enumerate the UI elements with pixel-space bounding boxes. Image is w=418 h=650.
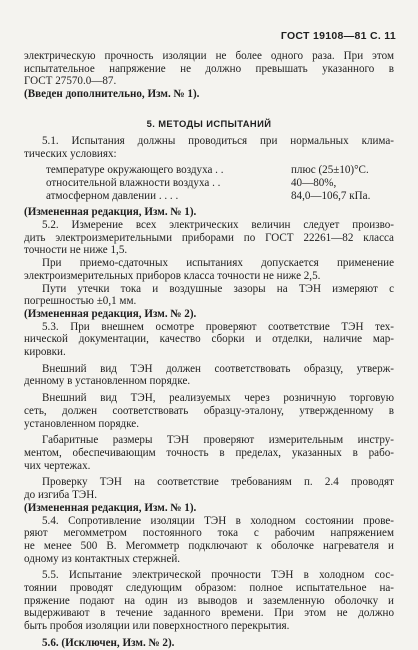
paragraph-5-1 (24, 135, 394, 160)
text-line: 5.5. Испытание электрической прочности ТЭН в холодном сос- (42, 569, 394, 582)
text-line: электроизмерительных приборов класса точности не ниже 2,5. (24, 269, 321, 282)
text-line: 5.1. Испытания должны проводиться при нормальных клима- (42, 134, 394, 147)
text-line: 5.2. Измерение всех электрических величин следует произво- (42, 219, 394, 232)
condition-label: температуре окружающего воздуха . . (46, 164, 224, 177)
text-line: тических условиях: (24, 147, 117, 160)
text-line: Проверку ТЭН на соответствие требованиям п. 2.4 проводят (42, 476, 394, 489)
page-header: ГОСТ 19108—81 С. 11 (280, 30, 396, 42)
text-line: денному в установленном порядке. (24, 375, 191, 388)
conditions-list (24, 164, 394, 202)
document-body (24, 50, 394, 650)
condition-value: 84,0—106,7 кПа. (291, 189, 371, 202)
paragraph-5-3-check (24, 476, 394, 501)
text-line: быть пробоя изоляции или поверхностного перекрытия. (24, 620, 290, 633)
text-line: не менее 500 В. Мегомметр подключают к оболочке нагревателя и (24, 539, 394, 552)
text-line: пряжение подают на один из выводов и заземленную оболочку и (24, 594, 394, 607)
text-line: точности не ниже 1,5. (24, 244, 128, 257)
text-line: дить электроизмерительными приборами по ГОСТ 22261—82 класса (24, 231, 394, 244)
text-line: нической документации, качество сборки и отделки, наличие мар- (24, 333, 394, 346)
condition-row (24, 190, 394, 203)
condition-value: плюс (25±10)°С. (291, 164, 369, 177)
text-line: погрешностью ±0,1 мм. (24, 295, 137, 308)
text-line: При приемо-сдаточных испытаниях допускается применение (42, 257, 394, 270)
text-line: ряют мегомметром постоянного тока с рабочим напряжением (24, 527, 394, 540)
text-line: сеть, должен соответствовать образцу-эталону, утвержденному в (24, 404, 394, 417)
text-line: испытательное напряжение не должно превышать указанного в (24, 62, 394, 75)
paragraph-5-2 (24, 219, 394, 257)
condition-row (24, 177, 394, 190)
text-line: тоянии проводят следующим образом: полное испытательное на- (24, 582, 394, 595)
text-line: до изгиба ТЭН. (24, 489, 97, 502)
condition-label: относительной влажности воздуха . . (46, 176, 221, 189)
text-line: одному из контактных стержней. (24, 552, 181, 565)
text-line: 5.3. При внешнем осмотре проверяют соответствие ТЭН тех- (42, 320, 394, 333)
text-line: ГОСТ 27570.0—87. (24, 75, 117, 88)
text-line: Пути утечки тока и воздушные зазоры на ТЭН измеряют с (42, 282, 394, 295)
amendment-note: (Измененная редакция, Изм. № 2). (24, 307, 197, 320)
paragraph-5-3 (24, 321, 394, 359)
text-line: установленном порядке. (24, 417, 140, 430)
condition-value: 40—80%, (291, 176, 337, 189)
condition-label: атмосферном давлении . . . . (46, 189, 179, 202)
paragraph-5-3-dimensions (24, 434, 394, 472)
paragraph-5-6: 5.6. (Исключен, Изм. № 2). (42, 636, 175, 649)
amendment-note: (Измененная редакция, Изм. № 1). (24, 501, 197, 514)
text-line: чих чертежах. (24, 459, 91, 472)
text-line: ментом, обеспечивающим точность в пределах, указанных в рабо- (24, 446, 394, 459)
paragraph-5-3-retail (24, 392, 394, 430)
text-line: Внешний вид ТЭН должен соответствовать образцу, утверж- (42, 362, 394, 375)
amendment-note: (Введен дополнительно, Изм. № 1). (24, 88, 200, 101)
condition-row (24, 164, 394, 177)
paragraph-5-2-acceptance (24, 257, 394, 282)
section-title: 5. МЕТОДЫ ИСПЫТАНИЙ (146, 117, 272, 129)
text-line: 5.4. Сопротивление изоляции ТЭН в холодном состоянии прове- (42, 514, 394, 527)
paragraph-5-2-leakage (24, 283, 394, 308)
intro-paragraph (24, 50, 394, 88)
text-line: выдерживают в течение заданного времени. При этом не должно (24, 607, 394, 620)
paragraph-5-3-appearance (24, 363, 394, 388)
paragraph-5-4 (24, 515, 394, 566)
paragraph-5-5 (24, 569, 394, 633)
amendment-note: (Измененная редакция, Изм. № 1). (24, 206, 197, 219)
text-line: Внешний вид ТЭН, реализуемых через розничную торговую (42, 392, 394, 405)
text-line: кировки. (24, 346, 66, 359)
text-line: электрическую прочность изоляции не более одного раза. При этом (24, 50, 394, 62)
text-line: Габаритные размеры ТЭН проверяют измерительным инстру- (42, 434, 394, 447)
